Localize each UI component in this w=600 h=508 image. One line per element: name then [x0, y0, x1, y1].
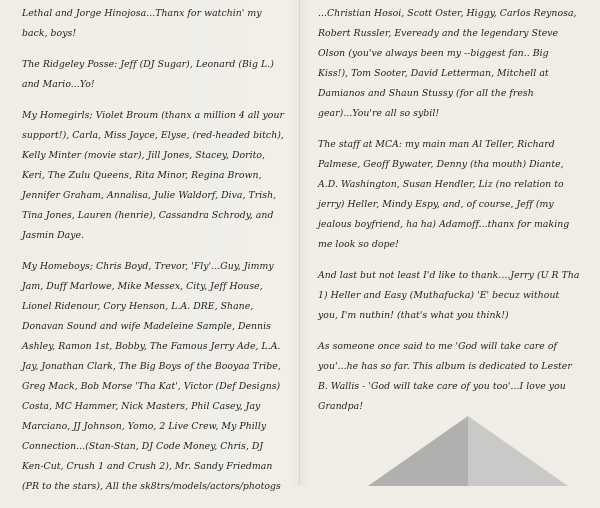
homegirls-paragraph: My Homegirls; Violet Broum (thanx a million 4 all your support!), Carla, Miss Joyce, Elyse, (red-headed bitch), Kelly Minter (movie star), Jill Jones, Stacey, Dorito, Keri, The Zulu Queens, Rita Minor, Regina Brown, Jennifer Graham, Annalisa, Julie Waldorf, Diva, Trish, Tina Jones, Lauren (henrie), Cassandra Schrody, and Jasmin Daye.	[22, 110, 284, 241]
center-fold	[299, 0, 300, 485]
triangle-graphic	[368, 416, 568, 486]
skaters-paragraph: ...Christian Hosoi, Scott Oster, Higgy, Carlos Reynosa, Robert Russler, Eveready and the legendary Steve Olson (you've always been my --biggest fan.. Big Kiss!), Tom Sooter, David Letterman, Mitchell at Damianos and Shaun Stussy (for all the fresh gear)...You're all so sybil!	[318, 8, 577, 119]
left-column	[22, 4, 284, 508]
right-column	[318, 4, 580, 428]
triangle-dark-face	[368, 416, 468, 486]
triangle-light-face	[468, 416, 568, 486]
mca-staff-paragraph: The staff at MCA: my main man Al Teller, Richard Palmese, Geoff Bywater, Denny (tha mouth) Diante, A.D. Washington, Susan Hendler, Liz (no relation to jerry) Heller, Mindy Espy, and, of course, Jeff (my jealous boyfriend, ha ha) Adamoff...thanx for making me look so dope!	[318, 139, 570, 250]
last-thanks-paragraph: And last but not least I'd like to thank....Jerry (U R Tha 1) Heller and Easy (Muthafucka) 'E' becuz without you, I'm nuthin! (that's what you think!)	[318, 270, 580, 321]
thanks-paragraph-2: The Ridgeley Posse: Jeff (DJ Sugar), Leonard (Big L.) and Mario...Yo!	[22, 59, 274, 90]
thanks-paragraph-1: Lethal and Jorge Hinojosa...Thanx for watchin' my back, boys!	[22, 8, 262, 39]
dedication-paragraph: As someone once said to me 'God will take care of you'...he has so far. This album is dedicated to Lester B. Wallis - 'God will take care of you too'...I love you Grandpa!	[318, 341, 572, 412]
homeboys-paragraph: My Homeboys; Chris Boyd, Trevor, 'Fly'...Guy, Jimmy Jam, Duff Marlowe, Mike Messex, City, Jeff House, Lionel Ridenour, Cory Henson, L.A. DRE, Shane, Donavan Sound and wife Madeleine Sample, Dennis Ashley, Ramon 1st, Bobby, The Famous Jerry Ade, L.A. Jay, Jonathan Clark, The Big Boys of the Booyaa Tribe, Greg Mack, Bob Morse 'Tha Kat', Victor (Def Designs) Costa, MC Hammer, Nick Masters, Phil Casey, Jay Marciano, JJ Johnson, Yomo, 2 Live Crew, My Philly Connection...(Stan-Stan, DJ Code Money, Chris, DJ Ken-Cut, Crush 1 and Crush 2), Mr. Sandy Friedman (PR to the stars), All the sk8trs/models/actors/photogs	[22, 261, 281, 492]
